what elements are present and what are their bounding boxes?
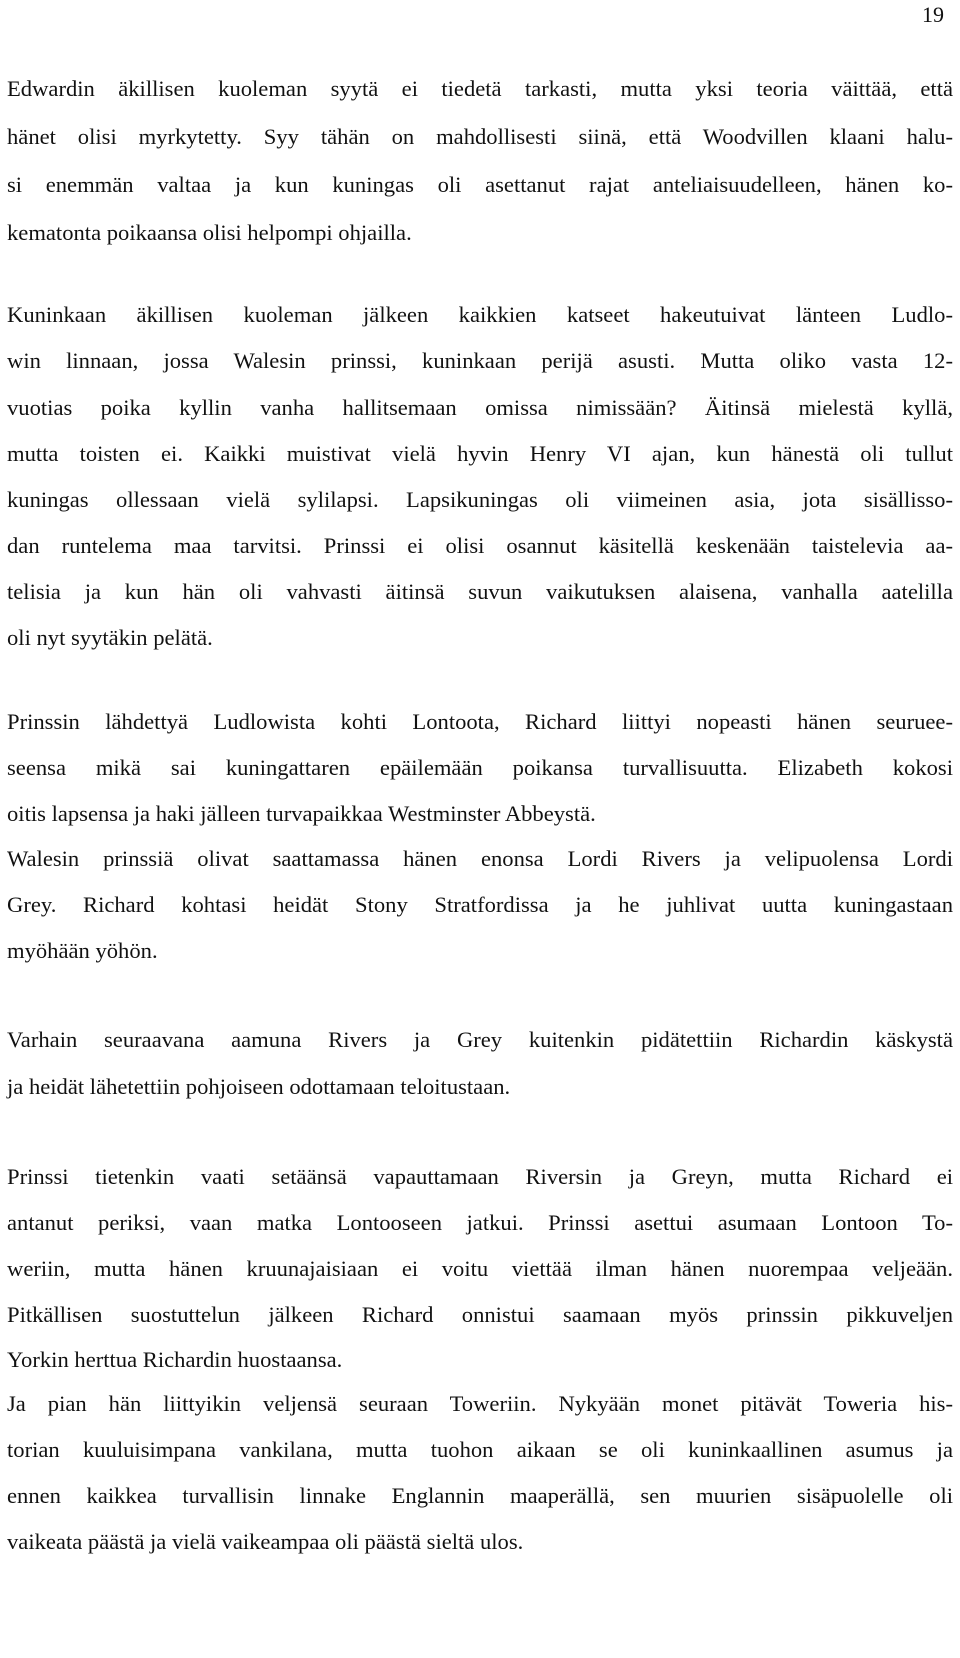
text-line: ennen kaikkea turvallisin linnake Englannin maaperällä, sen muurien sisäpuolelle oli: [7, 1483, 953, 1508]
text-line: oitis lapsensa ja haki jälleen turvapaikkaa Westminster Abbeystä.: [7, 801, 596, 826]
text-line: torian kuuluisimpana vankilana, mutta tuohon aikaan se oli kuninkaallinen asumus ja: [7, 1437, 953, 1462]
text-line: vuotias poika kyllin vanha hallitsemaan omissa nimissään? Äitinsä mielestä kyllä,: [7, 395, 953, 420]
text-line: dan runtelema maa tarvitsi. Prinssi ei olisi osannut käsitellä keskenään taistelevia aa-: [7, 533, 953, 558]
text-line: seensa mikä sai kuningattaren epäilemään poikansa turvallisuutta. Elizabeth kokosi: [7, 755, 953, 780]
text-line: vaikeata päästä ja vielä vaikeampaa oli päästä sieltä ulos.: [7, 1529, 524, 1554]
text-line: weriin, mutta hänen kruunajaisiaan ei voitu viettää ilman hänen nuorempaa veljeään.: [7, 1256, 953, 1281]
text-line: Prinssi tietenkin vaati setäänsä vapauttamaan Riversin ja Greyn, mutta Richard ei: [7, 1164, 953, 1189]
text-line: Ja pian hän liittyikin veljensä seuraan Toweriin. Nykyään monet pitävät Toweria his-: [7, 1391, 953, 1416]
text-line: Kuninkaan äkillisen kuoleman jälkeen kaikkien katseet hakeutuivat länteen Ludlo-: [7, 302, 953, 327]
text-line: telisia ja kun hän oli vahvasti äitinsä suvun vaikutuksen alaisena, vanhalla aatelilla: [7, 579, 953, 604]
text-line: Pitkällisen suostuttelun jälkeen Richard onnistui saamaan myös prinssin pikkuveljen: [7, 1302, 953, 1327]
text-line: Walesin prinssiä olivat saattamassa hänen enonsa Lordi Rivers ja velipuolensa Lordi: [7, 846, 953, 871]
text-line: Grey. Richard kohtasi heidät Stony Stratfordissa ja he juhlivat uutta kuningastaan: [7, 892, 953, 917]
text-line: antanut periksi, vaan matka Lontooseen jatkui. Prinssi asettui asumaan Lontoon To-: [7, 1210, 953, 1235]
text-line: oli nyt syytäkin pelätä.: [7, 625, 213, 650]
text-line: si enemmän valtaa ja kun kuningas oli asettanut rajat anteliaisuudelleen, hänen ko-: [7, 172, 953, 197]
text-line: mutta toisten ei. Kaikki muistivat vielä hyvin Henry VI ajan, kun hänestä oli tullut: [7, 441, 953, 466]
text-line: Varhain seuraavana aamuna Rivers ja Grey kuitenkin pidätettiin Richardin käskystä: [7, 1027, 953, 1052]
text-line: Prinssin lähdettyä Ludlowista kohti Lontoota, Richard liittyi nopeasti hänen seurueе-: [7, 709, 953, 734]
text-line: win linnaan, jossa Walesin prinssi, kuninkaan perijä asusti. Mutta oliko vasta 12-: [7, 348, 953, 373]
text-line: myöhään yöhön.: [7, 938, 158, 963]
text-line: Yorkin herttua Richardin huostaansa.: [7, 1347, 343, 1372]
text-line: kematonta poikaansa olisi helpompi ohjailla.: [7, 220, 412, 245]
text-line: ja heidät lähetettiin pohjoiseen odottamaan teloitustaan.: [7, 1074, 511, 1099]
page-number: 19: [922, 2, 944, 27]
text-line: hänet olisi myrkytetty. Syy tähän on mahdollisesti siinä, että Woodvillen klaani halu-: [7, 124, 953, 149]
text-line: Edwardin äkillisen kuoleman syytä ei tiedetä tarkasti, mutta yksi teoria väittää, että: [7, 76, 953, 101]
text-line: kuningas ollessaan vielä sylilapsi. Lapsikuningas oli viimeinen asia, jota sisällisso-: [7, 487, 953, 512]
